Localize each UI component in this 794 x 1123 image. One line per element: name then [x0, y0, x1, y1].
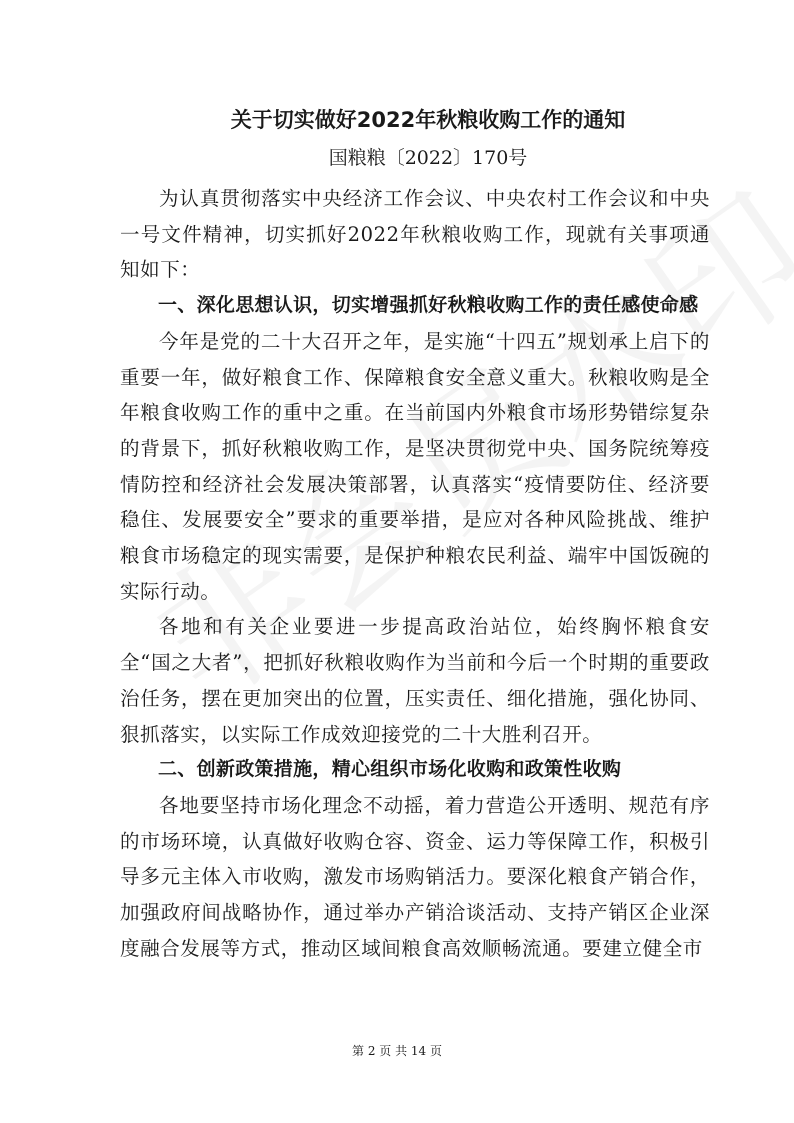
document-number: 国粮粮〔2022〕170号 — [328, 147, 528, 169]
section-heading-2: 二、创新政策措施，精心组织市场化收购和政策性收购 — [158, 758, 622, 781]
document-body — [120, 181, 710, 966]
section-2-paragraph-1: 各地要坚持市场化理念不动摇，着力营造公开透明、规范有序的市场环境，认真做好收购仓容、资金、运力等保障工作，积极引导多元主体入市收购，激发市场购销活力。要深化粮食产销合作，加强政府间战略协作，通过举办产销洽谈活动、支持产销区企业深度融合发展等方式，推动区域间粮食高效顺畅流通。要建立健全市 — [120, 793, 710, 960]
page-footer: 第 2 页 共 14 页 — [352, 1044, 442, 1058]
section-heading-1: 一、深化思想认识，切实增强抓好秋粮收购工作的责任感使命感 — [158, 294, 699, 317]
section-1-paragraph-2: 各地和有关企业要进一步提高政治站位，始终胸怀粮食安全“国之大者”，把抓好秋粮收购作为当前和今后一个时期的重要政治任务，摆在更加突出的位置，压实责任、细化措施，强化协同、狠抓落实，以实际工作成效迎接党的二十大胜利召开。 — [120, 615, 710, 746]
document-title: 关于切实做好2022年秋粮收购工作的通知 — [230, 108, 626, 132]
intro-paragraph: 为认真贯彻落实中央经济工作会议、中央农村工作会议和中央一号文件精神，切实抓好2022年秋粮收购工作，现就有关事项通知如下： — [120, 187, 710, 282]
section-1-paragraph-1: 今年是党的二十大召开之年，是实施“十四五”规划承上启下的重要一年，做好粮食工作、保障粮食安全意义重大。秋粮收购是全年粮食收购工作的重中之重。在当前国内外粮食市场形势错综复杂的背景下，抓好秋粮收购工作，是坚决贯彻党中央、国务院统筹疫情防控和经济社会发展决策部署，认真落实“疫情要防住、经济要稳住、发展要安全”要求的重要举措，是应对各种风险挑战、维护粮食市场稳定的现实需要，是保护种粮农民利益、端牢中国饭碗的实际行动。 — [120, 329, 710, 603]
